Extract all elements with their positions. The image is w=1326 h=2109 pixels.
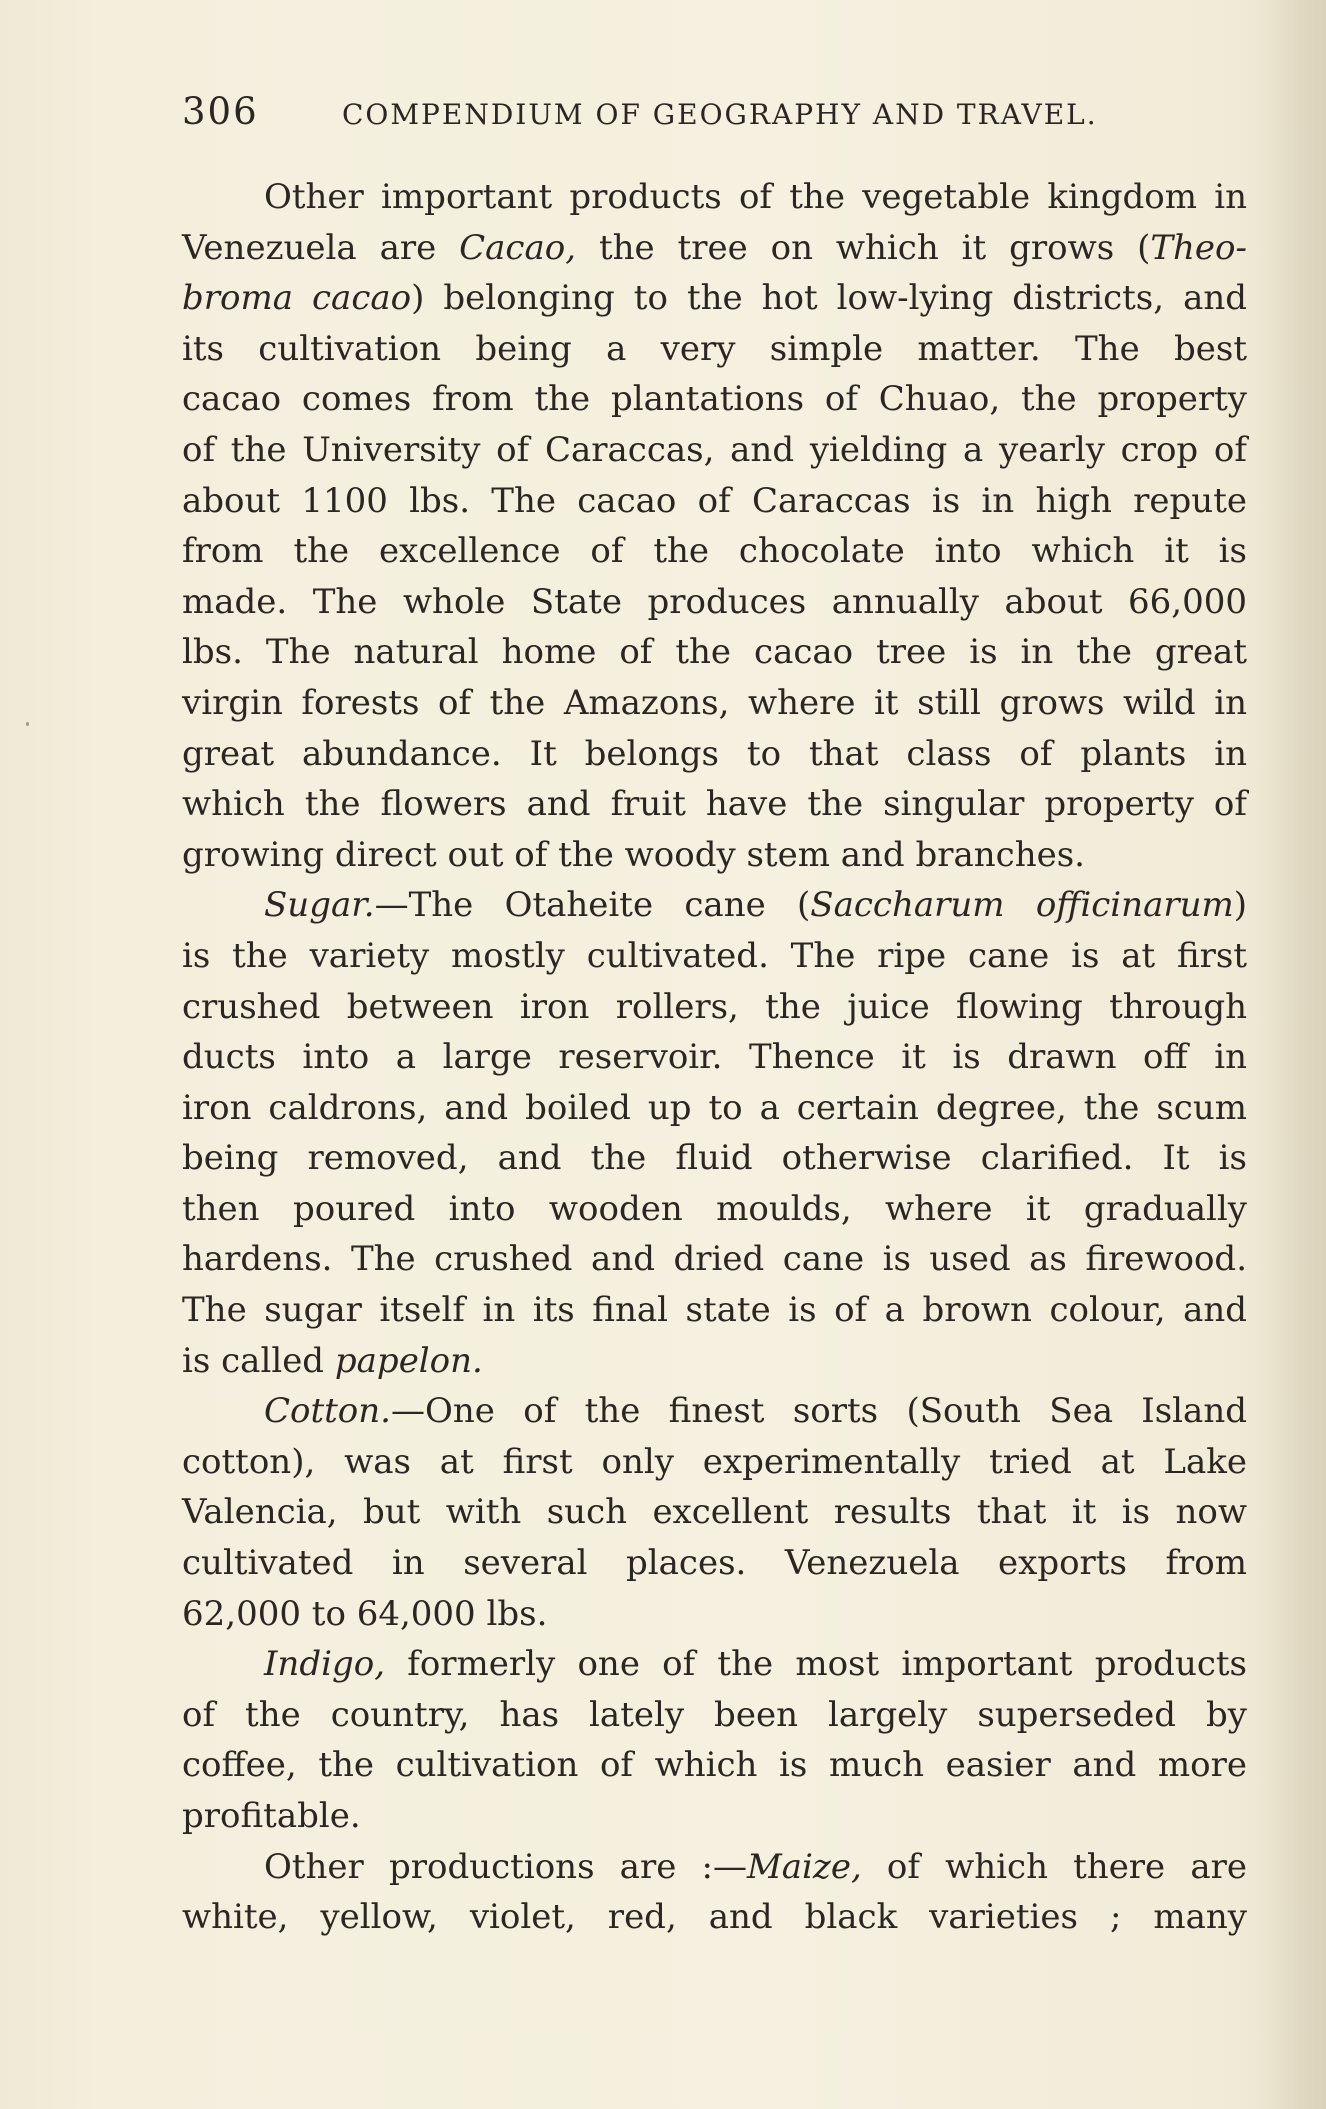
page-edge-shadow [1256,0,1326,2109]
text-line: 62,000 to 64,000 lbs. [182,1593,548,1634]
text-line: growing direct out of the woody stem and branches. [182,834,1085,875]
text-line: crushed between iron rollers, the juice flowing through [182,986,1247,1027]
text-line: iron caldrons, and boiled up to a certain degree, the scum [182,1087,1247,1128]
text-line: Venezuela are Cacao, the tree on which it grows (Theo- [182,227,1247,268]
text-line: hardens. The crushed and dried cane is used as firewood. [182,1239,1247,1280]
text-line: its cultivation being a very simple matter. The best [182,328,1247,369]
text-line: Cotton.—One of the finest sorts (South Sea Island [264,1391,1247,1432]
text-line: from the excellence of the chocolate into which it is [182,531,1247,572]
text-line: profitable. [182,1796,361,1836]
text-line: Other productions are :—Maize, of which there are [264,1846,1247,1887]
text-line: cacao comes from the plantations of Chuao, the property [182,379,1247,420]
text-line: Indigo, formerly one of the most important products [264,1644,1247,1685]
text-line: The sugar itself in its final state is of a brown colour, and [182,1290,1247,1331]
text-line: which the flowers and fruit have the singular property of [182,784,1247,825]
text-line: cultivated in several places. Venezuela exports from [182,1543,1247,1584]
text-line: of the country, has lately been largely superseded by [182,1694,1247,1735]
text-line: cotton), was at first only experimentally tried at Lake [182,1441,1247,1482]
text-line: about 1100 lbs. The cacao of Caraccas is in high repute [182,480,1247,521]
running-title: COMPENDIUM OF GEOGRAPHY AND TRAVEL. [342,98,1098,131]
text-line: lbs. The natural home of the cacao tree is in the great [182,632,1247,673]
text-line: Sugar.—The Otaheite cane (Saccharum officinarum) [264,885,1247,926]
text-line: is the variety mostly cultivated. The ripe cane is at first [182,935,1247,976]
text-line: is called papelon. [182,1340,483,1381]
text-line: Other important products of the vegetable kingdom in [264,177,1247,217]
text-line: broma cacao) belonging to the hot low-lying districts, and [182,278,1248,319]
text-line: made. The whole State produces annually about 66,000 [182,581,1247,622]
text-line: white, yellow, violet, red, and black varieties ; many [182,1897,1247,1938]
text-line: ducts into a large reservoir. Thence it is drawn off in [182,1037,1247,1078]
text-line: being removed, and the fluid otherwise clarified. It is [182,1138,1247,1179]
text-line: Valencia, but with such excellent results that it is now [182,1492,1247,1533]
text-line: of the University of Caraccas, and yielding a yearly crop of [182,429,1247,470]
text-line: great abundance. It belongs to that class of plants in [182,733,1247,774]
body-text [182,172,1247,1943]
text-line: coffee, the cultivation of which is much easier and more [182,1745,1247,1786]
paper-speck [26,722,29,726]
text-line: virgin forests of the Amazons, where it still grows wild in [182,682,1247,723]
page-number: 306 [182,90,259,133]
page-header [182,90,1182,140]
text-line: then poured into wooden moulds, where it gradually [182,1188,1247,1229]
